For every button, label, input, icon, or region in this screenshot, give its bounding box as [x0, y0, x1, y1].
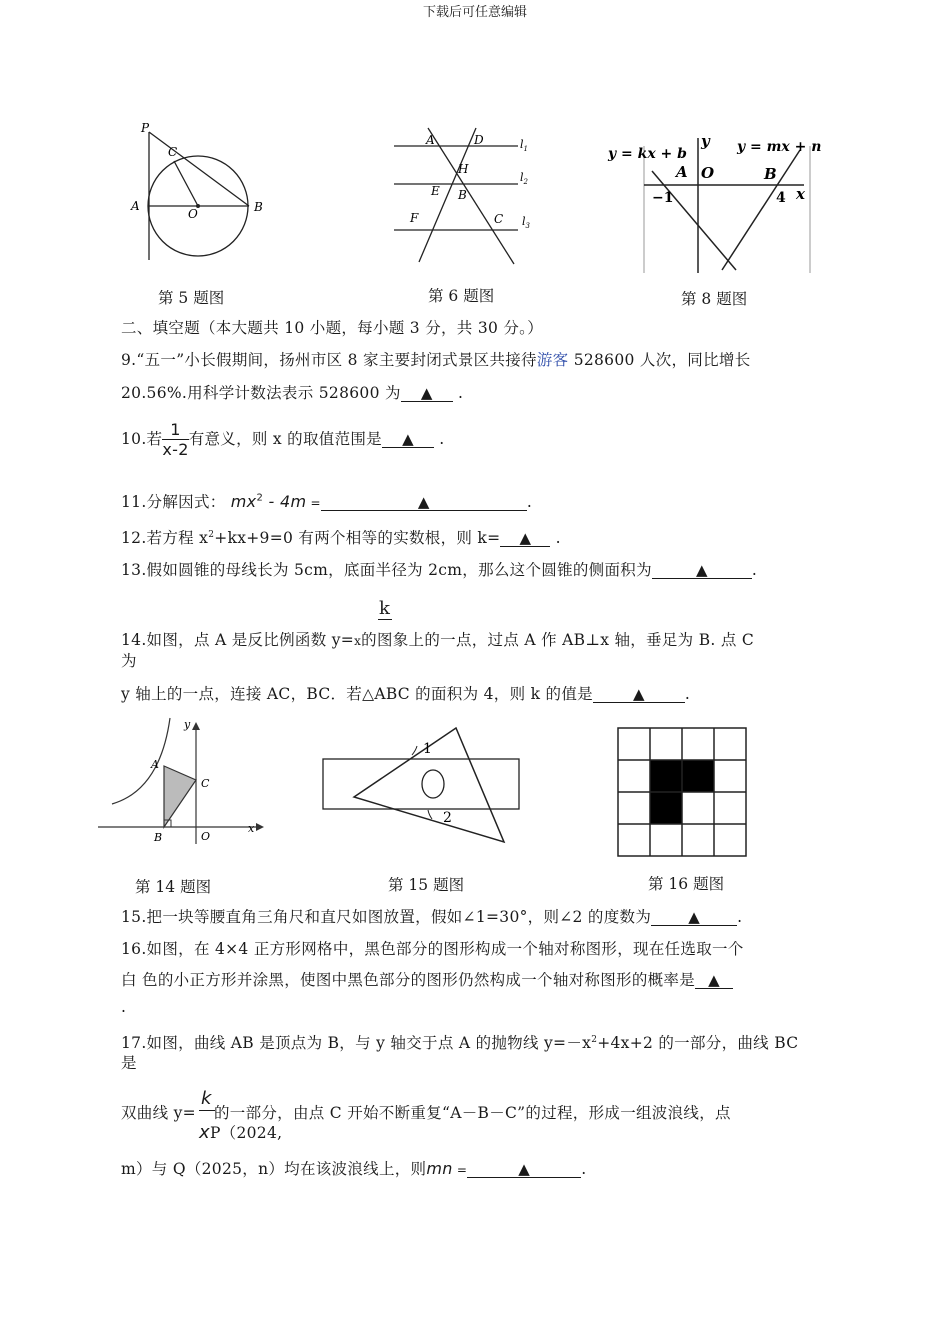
- q17-line1-wrap: 是: [121, 1054, 137, 1072]
- label-c: C: [168, 145, 178, 159]
- q14-fraction-num: k: [379, 598, 390, 619]
- label-l3: $l_3$: [522, 215, 530, 230]
- set-square-hole: [422, 770, 444, 798]
- label-c: C: [494, 212, 504, 226]
- q16-answer-blank[interactable]: ▲: [695, 972, 733, 989]
- figure-16-grid: [617, 727, 747, 857]
- q9-answer-blank[interactable]: ▲: [401, 385, 453, 402]
- label-a: A: [426, 133, 435, 147]
- black-cell-bottom: [650, 792, 682, 824]
- label-l2: $l_2$: [520, 171, 528, 186]
- label-f: F: [410, 211, 419, 225]
- q14-line1-wrap: 为: [121, 652, 137, 670]
- x-arrow: [256, 823, 264, 831]
- caption-fig15: 第 15 题图: [388, 876, 465, 894]
- label-l1: $l_1$: [520, 138, 528, 153]
- caption-fig6: 第 6 题图: [428, 287, 495, 305]
- q17-line2-wrap: xP（2024,: [199, 1122, 283, 1143]
- label-a: A: [131, 199, 140, 213]
- angle1-arc: [412, 746, 417, 755]
- label-a: A: [676, 163, 688, 181]
- label-angle1: 1: [423, 741, 432, 757]
- figure-15: [320, 724, 525, 849]
- label-o: O: [201, 830, 211, 843]
- q9-link[interactable]: 游客: [536, 351, 569, 369]
- q10-fraction: $\frac{1}{x-2}$: [162, 420, 189, 459]
- label-y: y: [701, 132, 710, 150]
- label-h: H: [458, 162, 469, 176]
- label-x: x: [796, 185, 805, 203]
- q16-line2: 白 色的小正方形并涂黑，使图中黑色部分的图形仍然构成一个轴对称图形的概率是 ▲: [121, 968, 733, 990]
- q10-line: 10.若 $\frac{1}{x-2}$ 有意义，则 x 的取值范围是 ▲ .: [121, 420, 445, 459]
- transversal-df: [419, 128, 476, 262]
- caption-fig14: 第 14 题图: [135, 878, 212, 896]
- label-a: A: [151, 758, 159, 771]
- q17-line3: m）与 Q（2025，n）均在该波浪线上，则mn = ▲ .: [121, 1159, 587, 1178]
- line-kx-b: [652, 171, 736, 270]
- q12-line: 12.若方程 $x^2+kx+9=0$ 有两个相等的实数根，则 k= ▲ .: [121, 529, 561, 547]
- figure-8: [604, 128, 834, 278]
- segment-co: [174, 161, 198, 206]
- label-b: B: [458, 188, 467, 202]
- label-neg1: −1: [652, 190, 674, 206]
- q14-line2: y 轴上的一点，连接 AC，BC．若△ABC 的面积为 4，则 k 的值是 ▲ .: [121, 685, 691, 703]
- q17-line1: 17.如图，曲线 AB 是顶点为 B，与 y 轴交于点 A 的抛物线 $y=-x^2+4x+2$ 的一部分，曲线 BC: [121, 1034, 799, 1052]
- q11-expression: $mx^2 - 4m$: [230, 492, 307, 511]
- label-eq2: y = mx + n: [737, 139, 822, 155]
- label-angle2: 2: [443, 810, 452, 826]
- label-x: x: [248, 822, 255, 835]
- page-header: 下载后可任意编辑: [422, 5, 527, 20]
- triangle-abc: [164, 766, 196, 827]
- q14-fraction-bar: [378, 619, 392, 620]
- label-eq1: y = kx + b: [608, 146, 687, 162]
- y-arrow: [192, 722, 200, 730]
- caption-fig16: 第 16 题图: [648, 875, 725, 893]
- angle2-arc: [428, 810, 432, 819]
- transversal-ac: [428, 128, 514, 264]
- q17-line2: 双曲线 y= 的一部分，由点 C 开始不断重复“A－B－C”的过程，形成一组波浪线，点: [121, 1104, 731, 1122]
- q13-answer-blank[interactable]: ▲: [652, 562, 752, 579]
- q11-answer-blank[interactable]: ▲: [321, 494, 527, 511]
- figure-6: [390, 124, 540, 269]
- label-d: D: [474, 133, 484, 147]
- hyperbola-curve: [112, 718, 170, 804]
- q15-line: 15.把一块等腰直角三角尺和直尺如图放置，假如∠1=30°，则∠2 的度数为 ▲ .: [121, 908, 743, 926]
- label-o: O: [188, 207, 198, 221]
- q9-line2: 20.56%.用科学计数法表示 528600 为 ▲ .: [121, 384, 464, 402]
- label-4: 4: [776, 190, 786, 206]
- caption-fig8: 第 8 题图: [681, 290, 748, 308]
- label-o: O: [701, 164, 715, 182]
- label-b: B: [154, 831, 163, 844]
- q10-answer-blank[interactable]: ▲: [382, 431, 434, 448]
- q15-answer-blank[interactable]: ▲: [651, 909, 737, 926]
- label-p: P: [141, 121, 150, 135]
- figure-14: [98, 716, 268, 846]
- q13-line: 13.假如圆锥的母线长为 5cm，底面半径为 2cm，那么这个圆锥的侧面积为 ▲ .: [121, 561, 758, 579]
- ruler: [323, 759, 519, 809]
- q17-fraction-num: k: [201, 1088, 212, 1109]
- q16-line3: .: [121, 998, 127, 1016]
- q17-answer-blank[interactable]: ▲: [467, 1161, 581, 1178]
- line-mx-n: [722, 150, 800, 270]
- q9-line1: 9.“五一”小长假期间，扬州市区 8 家主要封闭式景区共接待游客 528600 人次，同比增长: [121, 351, 751, 369]
- caption-fig5: 第 5 题图: [158, 289, 225, 307]
- q14-line1: 14.如图，点 A 是反比例函数 y=x的图象上的一点，过点 A 作 AB⊥x 轴，垂足为 B. 点 C: [121, 631, 755, 649]
- q14-answer-blank[interactable]: ▲: [593, 686, 685, 703]
- label-y: y: [184, 718, 191, 731]
- label-e: E: [431, 184, 440, 198]
- q12-answer-blank[interactable]: ▲: [500, 530, 550, 547]
- section-title: 二、填空题（本大题共 10 小题，每小题 3 分，共 30 分。）: [121, 319, 544, 337]
- label-b: B: [764, 165, 777, 183]
- figure-5: [125, 118, 270, 260]
- label-c: C: [201, 777, 210, 790]
- q11-line: 11.分解因式： $mx^2 - 4m$ = ▲ .: [121, 492, 533, 511]
- q16-line1: 16.如图，在 4×4 正方形网格中，黑色部分的图形构成一个轴对称图形，现在任选取一个: [121, 940, 744, 958]
- label-b: B: [254, 200, 263, 214]
